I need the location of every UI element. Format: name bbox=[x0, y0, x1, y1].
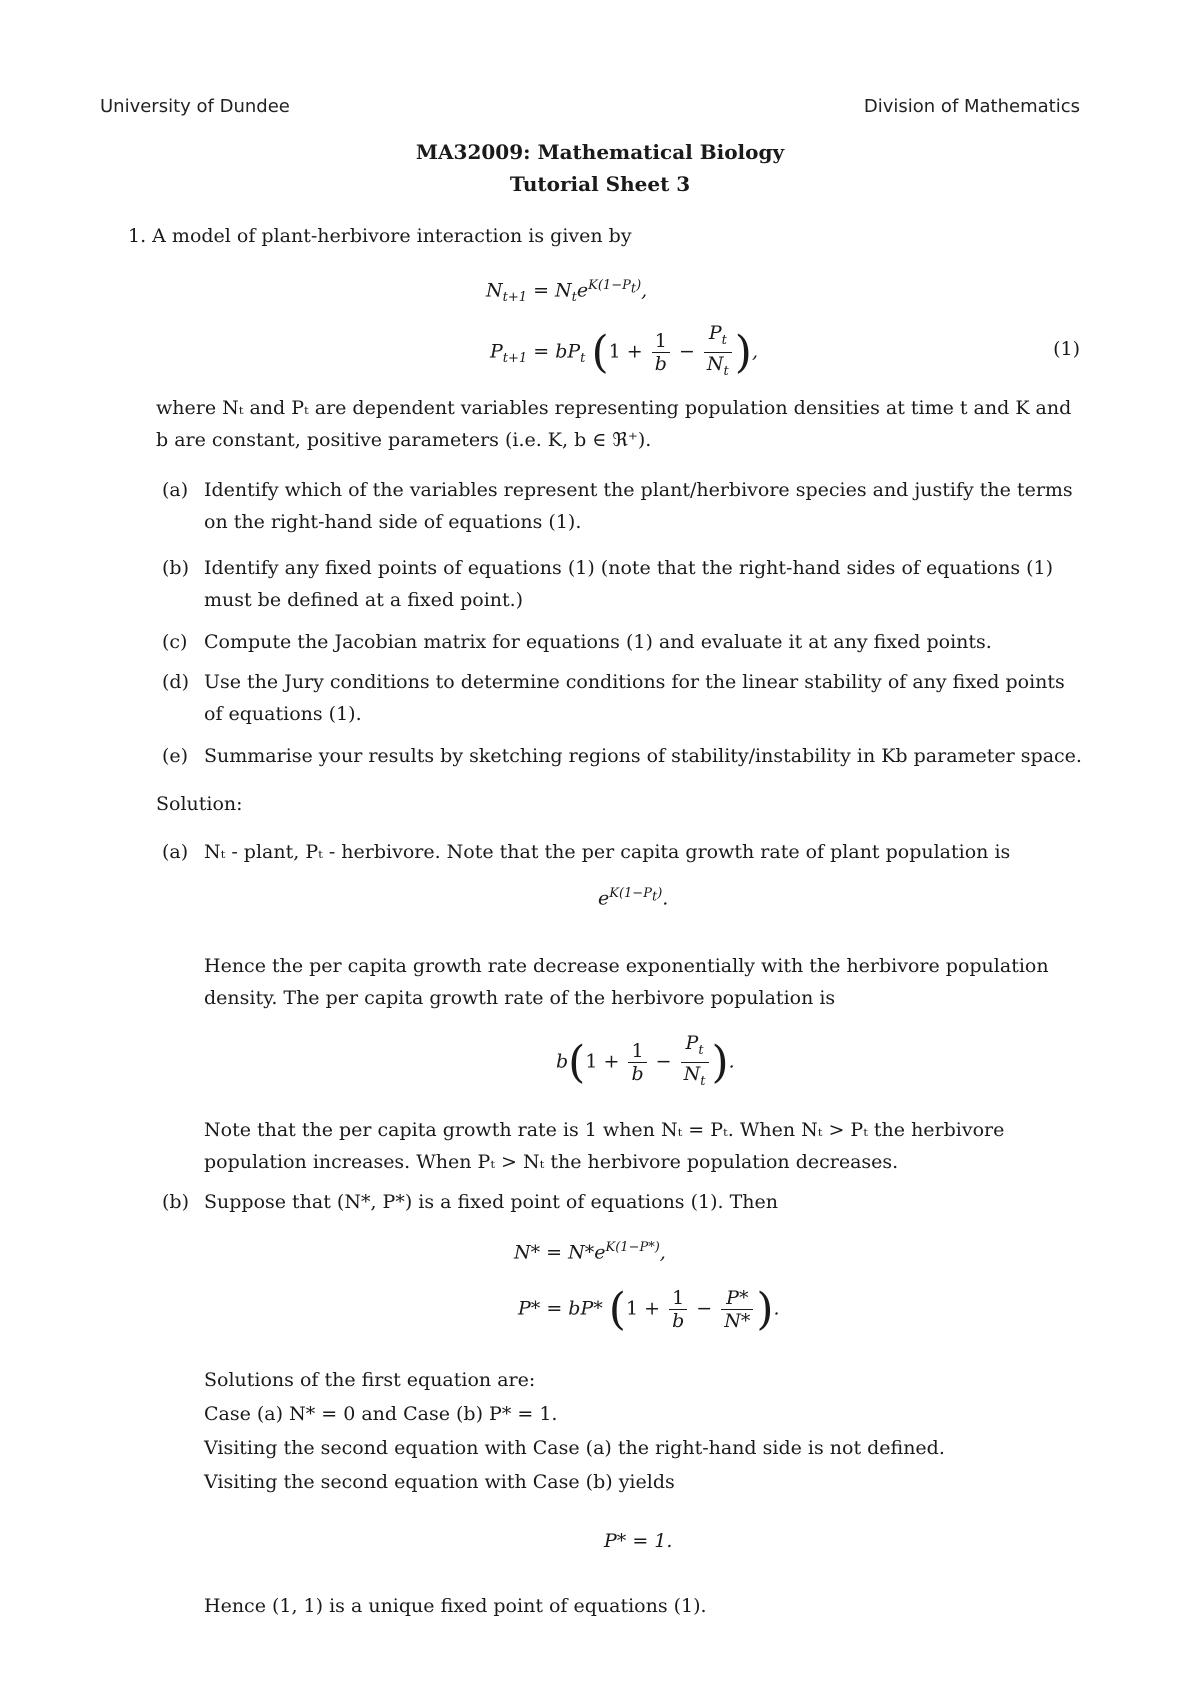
part-b-text-2: must be defined at a fixed point.) bbox=[204, 589, 524, 611]
solution-a-text-4: Note that the per capita growth rate is 1 when Nₜ = Pₜ. When Nₜ > Pₜ the herbivore bbox=[204, 1119, 1005, 1141]
solution-a-label: (a) bbox=[162, 841, 189, 863]
part-a-label: (a) bbox=[162, 479, 189, 501]
page-title: MA32009: Mathematical Biology bbox=[415, 140, 785, 164]
equation-p-update: $P_{t+1} = bP_t$ (1 + $\frac{1}{b}$ − $\frac{P_t}{N_t}$ ), bbox=[490, 322, 758, 379]
where-line-1: where Nₜ and Pₜ are dependent variables representing population densities at time t and K and bbox=[156, 397, 1072, 419]
part-a-text-1: Identify which of the variables represent the plant/herbivore species and justify the terms bbox=[204, 479, 1073, 501]
header-division: Division of Mathematics bbox=[863, 96, 1080, 117]
equation-fixed-p: P* = bP* (1 + $\frac{1}{b}$ − $\frac{P*}{N*}$ ). bbox=[518, 1284, 780, 1335]
solution-b-text-1: Suppose that (N*, P*) is a fixed point of equations (1). Then bbox=[204, 1191, 778, 1213]
part-b-text-1: Identify any fixed points of equations (1) (note that the right-hand sides of equations (1) bbox=[204, 557, 1054, 579]
question-1-intro: 1. A model of plant-herbivore interaction is given by bbox=[128, 225, 632, 247]
part-d-text-1: Use the Jury conditions to determine conditions for the linear stability of any fixed points bbox=[204, 671, 1065, 693]
equation-p-star: P* = 1. bbox=[604, 1530, 673, 1552]
part-b-label: (b) bbox=[162, 557, 189, 579]
solution-a-text-3: density. The per capita growth rate of the herbivore population is bbox=[204, 987, 836, 1009]
solution-a-text-2: Hence the per capita growth rate decrease exponentially with the herbivore population bbox=[204, 955, 1049, 977]
solution-b-text-6: Hence (1, 1) is a unique fixed point of equations (1). bbox=[204, 1595, 707, 1617]
solution-b-text-3: Case (a) N* = 0 and Case (b) P* = 1. bbox=[204, 1403, 558, 1425]
equation-number: (1) bbox=[1053, 338, 1080, 360]
equation-n-update: $N_{t+1} = N_te^{K(1-P_t)}$, bbox=[486, 278, 648, 306]
equation-fixed-n: $N* = N*e^{K(1-P*)}$, bbox=[514, 1240, 666, 1264]
page-subtitle: Tutorial Sheet 3 bbox=[509, 172, 691, 196]
part-a-text-2: on the right-hand side of equations (1). bbox=[204, 511, 582, 533]
solution-a-text-5: population increases. When Pₜ > Nₜ the herbivore population decreases. bbox=[204, 1151, 899, 1173]
part-d-text-2: of equations (1). bbox=[204, 703, 362, 725]
where-line-2: b are constant, positive parameters (i.e. K, b ∈ ℜ⁺). bbox=[156, 429, 652, 451]
header-institution: University of Dundee bbox=[100, 96, 290, 117]
solution-heading: Solution: bbox=[156, 793, 243, 815]
solution-b-text-2: Solutions of the first equation are: bbox=[204, 1369, 536, 1391]
part-c-label: (c) bbox=[162, 631, 188, 653]
solution-b-text-4: Visiting the second equation with Case (a) the right-hand side is not defined. bbox=[204, 1437, 945, 1459]
solution-a-text-1: Nₜ - plant, Pₜ - herbivore. Note that the per capita growth rate of plant population is bbox=[204, 841, 1011, 863]
part-c-text-1: Compute the Jacobian matrix for equations (1) and evaluate it at any fixed points. bbox=[204, 631, 992, 653]
equation-herbivore-growth-rate: b(1 + $\frac{1}{b}$ − $\frac{P_t}{N_t}$ ). bbox=[556, 1032, 735, 1089]
part-e-label: (e) bbox=[162, 745, 189, 767]
part-d-label: (d) bbox=[162, 671, 189, 693]
solution-b-text-5: Visiting the second equation with Case (b) yields bbox=[204, 1471, 675, 1493]
part-e-text-1: Summarise your results by sketching regions of stability/instability in Kb parameter space. bbox=[204, 745, 1082, 767]
equation-plant-growth-rate: $e^{K(1-P_t)}$. bbox=[598, 886, 669, 910]
solution-b-label: (b) bbox=[162, 1191, 189, 1213]
